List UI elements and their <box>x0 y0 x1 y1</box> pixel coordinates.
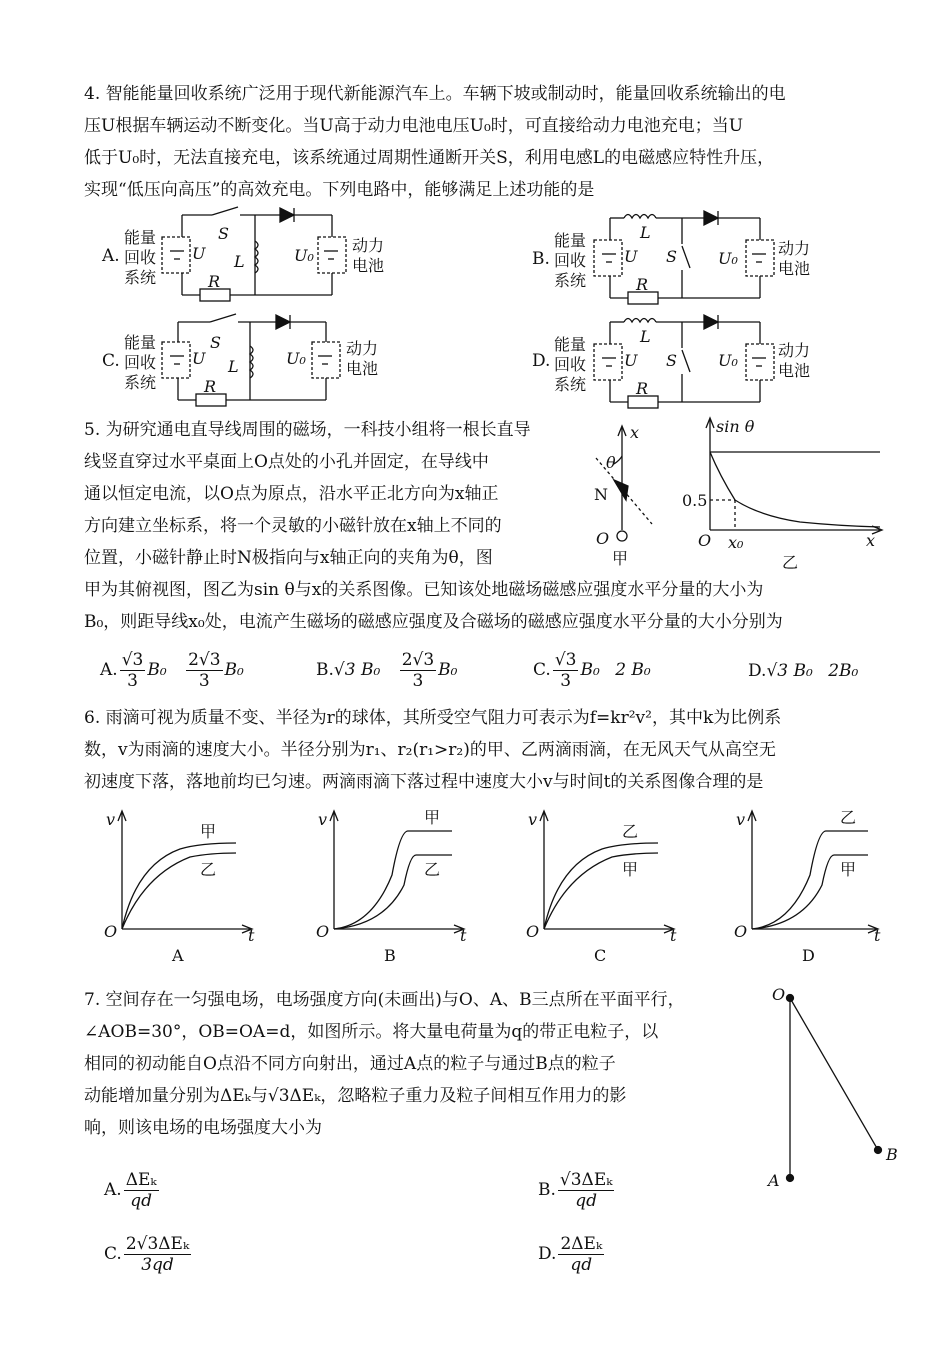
circuit-a-drawing <box>100 205 400 305</box>
numerator: 2√3 <box>188 650 221 670</box>
denominator: 3qd <box>141 1255 174 1275</box>
battery-label-2: 电池 <box>352 256 385 275</box>
option-a-letter: A. <box>102 246 120 266</box>
option-letter: C. <box>533 660 551 680</box>
battery-label-1: 动力 <box>778 341 811 360</box>
graph-option-c <box>522 805 682 965</box>
origin-o: O <box>316 922 330 941</box>
q5-option-b[interactable] <box>316 650 457 691</box>
caption-a: A <box>172 946 184 965</box>
resistor-r: R <box>636 275 649 294</box>
unit: B₀ <box>580 660 600 680</box>
q5-line-5: 位置，小磁针静止时N极指向与x轴正向的夹角为θ，图 <box>84 548 493 568</box>
circuit-option-c <box>100 310 400 410</box>
curve-label-upper: 甲 <box>424 808 441 827</box>
source-label-3: 系统 <box>554 271 587 290</box>
option-letter: D. <box>538 1244 557 1264</box>
battery-voltage-u0: U₀ <box>286 349 306 368</box>
point-b: B <box>886 1145 898 1164</box>
circuit-b-drawing <box>532 208 832 308</box>
numerator: √3 <box>554 650 577 670</box>
figure-oab <box>760 982 910 1192</box>
source-label-1: 能量 <box>124 228 157 247</box>
q4-line-2: 压U根据车辆运动不断变化。当U高于动力电池电压U₀时，可直接给动力电池充电；当U <box>84 116 744 136</box>
inductor-l: L <box>640 223 651 242</box>
q7-option-a[interactable] <box>104 1170 161 1211</box>
curve-label-upper: 乙 <box>622 822 639 841</box>
q4-line-4: 实现“低压向高压”的高效充电。下列电路中，能够满足上述功能的是 <box>84 180 595 200</box>
question-7 <box>84 984 764 1144</box>
axis-sin-theta-label: sin θ <box>716 417 755 436</box>
battery-label-1: 动力 <box>778 239 811 258</box>
numerator: 2ΔEₖ <box>560 1234 603 1254</box>
fraction <box>553 650 579 691</box>
q7-line-3: 相同的初动能自O点沿不同方向射出，通过A点的粒子与通过B点的粒子 <box>84 1054 616 1074</box>
circuit-option-d <box>532 312 832 412</box>
option-letter: A. <box>104 1180 122 1200</box>
option-c-letter: C. <box>102 351 120 371</box>
question-4 <box>84 78 884 206</box>
source-label-1: 能量 <box>124 333 157 352</box>
figure-jia <box>590 420 670 570</box>
option-b-letter: B. <box>532 249 550 269</box>
axis-v: v <box>318 810 328 829</box>
q6-line-3: 初速度下落，落地前均已匀速。两滴雨滴下落过程中速度大小v与时间t的关系图像合理的是 <box>84 772 764 792</box>
origin-o: O <box>526 922 540 941</box>
graph-d-drawing <box>730 805 890 965</box>
q5-line-3: 通以恒定电流，以O点为原点，沿水平正北方向为x轴正 <box>84 484 499 504</box>
fraction <box>400 650 436 691</box>
axis-x-label: x <box>630 423 640 442</box>
denominator: 3 <box>560 671 572 691</box>
unit: B₀ <box>147 660 167 680</box>
switch-s: S <box>666 247 677 266</box>
numerator: √3ΔEₖ <box>559 1170 613 1190</box>
q5-line-7: B₀，则距导线x₀处，电流产生磁场的磁感应强度及合磁场的磁感应强度水平分量的大小分别为 <box>84 612 783 632</box>
caption-b: B <box>384 946 396 965</box>
north-pole-n: N <box>594 485 608 504</box>
q7-line-1: 7. 空间存在一匀强电场，电场强度方向(未画出)与O、A、B三点所在平面平行， <box>84 990 685 1010</box>
origin-o: O <box>698 531 712 550</box>
q5-option-d[interactable] <box>748 660 858 682</box>
axis-v: v <box>528 810 538 829</box>
voltage-u: U <box>192 349 206 368</box>
tick-0-5: 0.5 <box>682 491 708 510</box>
switch-s: S <box>218 224 229 243</box>
option-letter: B. <box>538 1180 556 1200</box>
voltage-u: U <box>624 247 638 266</box>
q7-line-5: 响，则该电场的电场强度大小为 <box>84 1118 322 1138</box>
source-label-2: 回收 <box>554 251 587 270</box>
caption-jia: 甲 <box>612 549 629 568</box>
axis-x-label: x <box>866 531 876 550</box>
origin-o: O <box>104 922 118 941</box>
curve-label-upper: 乙 <box>840 808 857 827</box>
source-label-3: 系统 <box>124 268 157 287</box>
curve-label-lower: 乙 <box>200 860 217 879</box>
caption-yi: 乙 <box>782 553 799 572</box>
circuit-option-a <box>100 205 400 305</box>
q7-line-4: 动能增加量分别为ΔEₖ与√3ΔEₖ，忽略粒子重力及粒子间相互作用力的影 <box>84 1086 627 1106</box>
source-label-2: 回收 <box>124 353 157 372</box>
point-o: O <box>772 985 786 1004</box>
option-letter: D. <box>748 661 767 681</box>
source-label-3: 系统 <box>124 373 157 392</box>
denominator: qd <box>570 1255 593 1275</box>
fraction <box>124 1170 159 1211</box>
voltage-u: U <box>624 351 638 370</box>
graph-option-a <box>100 805 260 965</box>
q6-line-2: 数，v为雨滴的速度大小。半径分别为r₁、r₂(r₁>r₂)的甲、乙两滴雨滴，在无风天气从高空无 <box>84 740 776 760</box>
point-a: A <box>768 1171 780 1190</box>
axis-t: t <box>248 926 255 945</box>
numerator: ΔEₖ <box>125 1170 157 1190</box>
numerator: √3 <box>121 650 144 670</box>
resistor-r: R <box>208 272 221 291</box>
axis-t: t <box>670 926 677 945</box>
fraction <box>124 1234 191 1275</box>
option-letter: A. <box>100 660 118 680</box>
q4-line-1: 4. 智能能量回收系统广泛用于现代新能源汽车上。车辆下坡或制动时，能量回收系统输出的电 <box>84 84 786 104</box>
option-letter: C. <box>104 1244 122 1264</box>
source-label-2: 回收 <box>554 355 587 374</box>
curve-label-lower: 甲 <box>840 860 857 879</box>
value: 2B₀ <box>828 661 859 681</box>
graph-b-drawing <box>312 805 472 965</box>
resistor-r: R <box>636 379 649 398</box>
source-label-3: 系统 <box>554 375 587 394</box>
battery-label-1: 动力 <box>352 236 385 255</box>
numerator: 2√3 <box>401 650 435 670</box>
q7-option-c[interactable] <box>104 1234 193 1275</box>
graph-option-d <box>730 805 890 965</box>
denominator: qd <box>130 1191 153 1211</box>
q7-option-d[interactable] <box>538 1234 606 1275</box>
graph-option-b <box>312 805 472 965</box>
q5-line-6: 甲为其俯视图，图乙为sin θ与x的关系图像。已知该处地磁场磁感应强度水平分量的大小为 <box>84 580 764 600</box>
resistor-r: R <box>204 377 217 396</box>
q7-line-2: ∠AOB=30°，OB=OA=d，如图所示。将大量电荷量为q的带正电粒子，以 <box>84 1022 659 1042</box>
caption-d: D <box>802 946 815 965</box>
value: √3 B₀ <box>766 661 813 681</box>
graph-a-drawing <box>100 805 260 965</box>
fraction <box>558 1234 604 1275</box>
q5-option-c[interactable] <box>533 650 651 691</box>
source-label-2: 回收 <box>124 248 157 267</box>
switch-s: S <box>666 351 677 370</box>
fraction <box>120 650 146 691</box>
axis-v: v <box>106 810 116 829</box>
q5-line-1: 5. 为研究通电直导线周围的磁场，一科技小组将一根长直导 <box>84 420 531 440</box>
option-letter: B. <box>316 660 334 680</box>
denominator: 3 <box>198 671 210 691</box>
q6-line-1: 6. 雨滴可视为质量不变、半径为r的球体，其所受空气阻力可表示为f=kr²v²，其中k为比例系 <box>84 708 782 728</box>
q4-line-3: 低于U₀时，无法直接充电，该系统通过周期性通断开关S，利用电感L的电磁感应特性升压， <box>84 148 775 168</box>
battery-voltage-u0: U₀ <box>718 249 738 268</box>
unit: B₀ <box>224 660 244 680</box>
q5-line-2: 线竖直穿过水平桌面上O点处的小孔并固定，在导线中 <box>84 452 489 472</box>
origin-o: O <box>734 922 748 941</box>
q5-line-4: 方向建立坐标系，将一个灵敏的小磁针放在x轴上不同的 <box>84 516 502 536</box>
denominator: 3 <box>127 671 138 691</box>
q5-option-a[interactable] <box>100 650 244 691</box>
battery-label-2: 电池 <box>346 359 379 378</box>
inductor-l: L <box>234 252 245 271</box>
battery-voltage-u0: U₀ <box>294 246 314 265</box>
curve-label-upper: 甲 <box>200 822 217 841</box>
battery-label-1: 动力 <box>346 339 379 358</box>
numerator: 2√3ΔEₖ <box>125 1234 190 1254</box>
value: 2 B₀ <box>615 660 651 680</box>
tick-x0: x₀ <box>728 533 744 552</box>
angle-theta: θ <box>606 453 616 472</box>
curve-label-lower: 乙 <box>424 860 441 879</box>
axis-t: t <box>874 926 881 945</box>
unit: B₀ <box>438 660 458 680</box>
source-label-1: 能量 <box>554 231 587 250</box>
figure-yi-drawing <box>680 412 890 572</box>
circuit-option-b <box>532 208 832 308</box>
curve-label-lower: 甲 <box>622 860 639 879</box>
voltage-u: U <box>192 244 206 263</box>
battery-label-2: 电池 <box>778 361 811 380</box>
battery-voltage-u0: U₀ <box>718 351 738 370</box>
fraction <box>558 1170 615 1211</box>
axis-t: t <box>460 926 467 945</box>
option-d-letter: D. <box>532 351 551 371</box>
question-6 <box>84 702 884 798</box>
denominator: 3 <box>412 671 424 691</box>
battery-label-2: 电池 <box>778 259 811 278</box>
axis-v: v <box>736 810 746 829</box>
origin-o: O <box>596 529 610 548</box>
value: √3 B₀ <box>333 660 381 680</box>
figure-yi <box>680 412 890 572</box>
caption-c: C <box>594 946 607 965</box>
inductor-l: L <box>228 357 239 376</box>
denominator: qd <box>575 1191 598 1211</box>
q7-option-b[interactable] <box>538 1170 616 1211</box>
switch-s: S <box>210 333 221 352</box>
fraction <box>186 650 222 691</box>
source-label-1: 能量 <box>554 335 587 354</box>
inductor-l: L <box>640 327 651 346</box>
graph-c-drawing <box>522 805 682 965</box>
